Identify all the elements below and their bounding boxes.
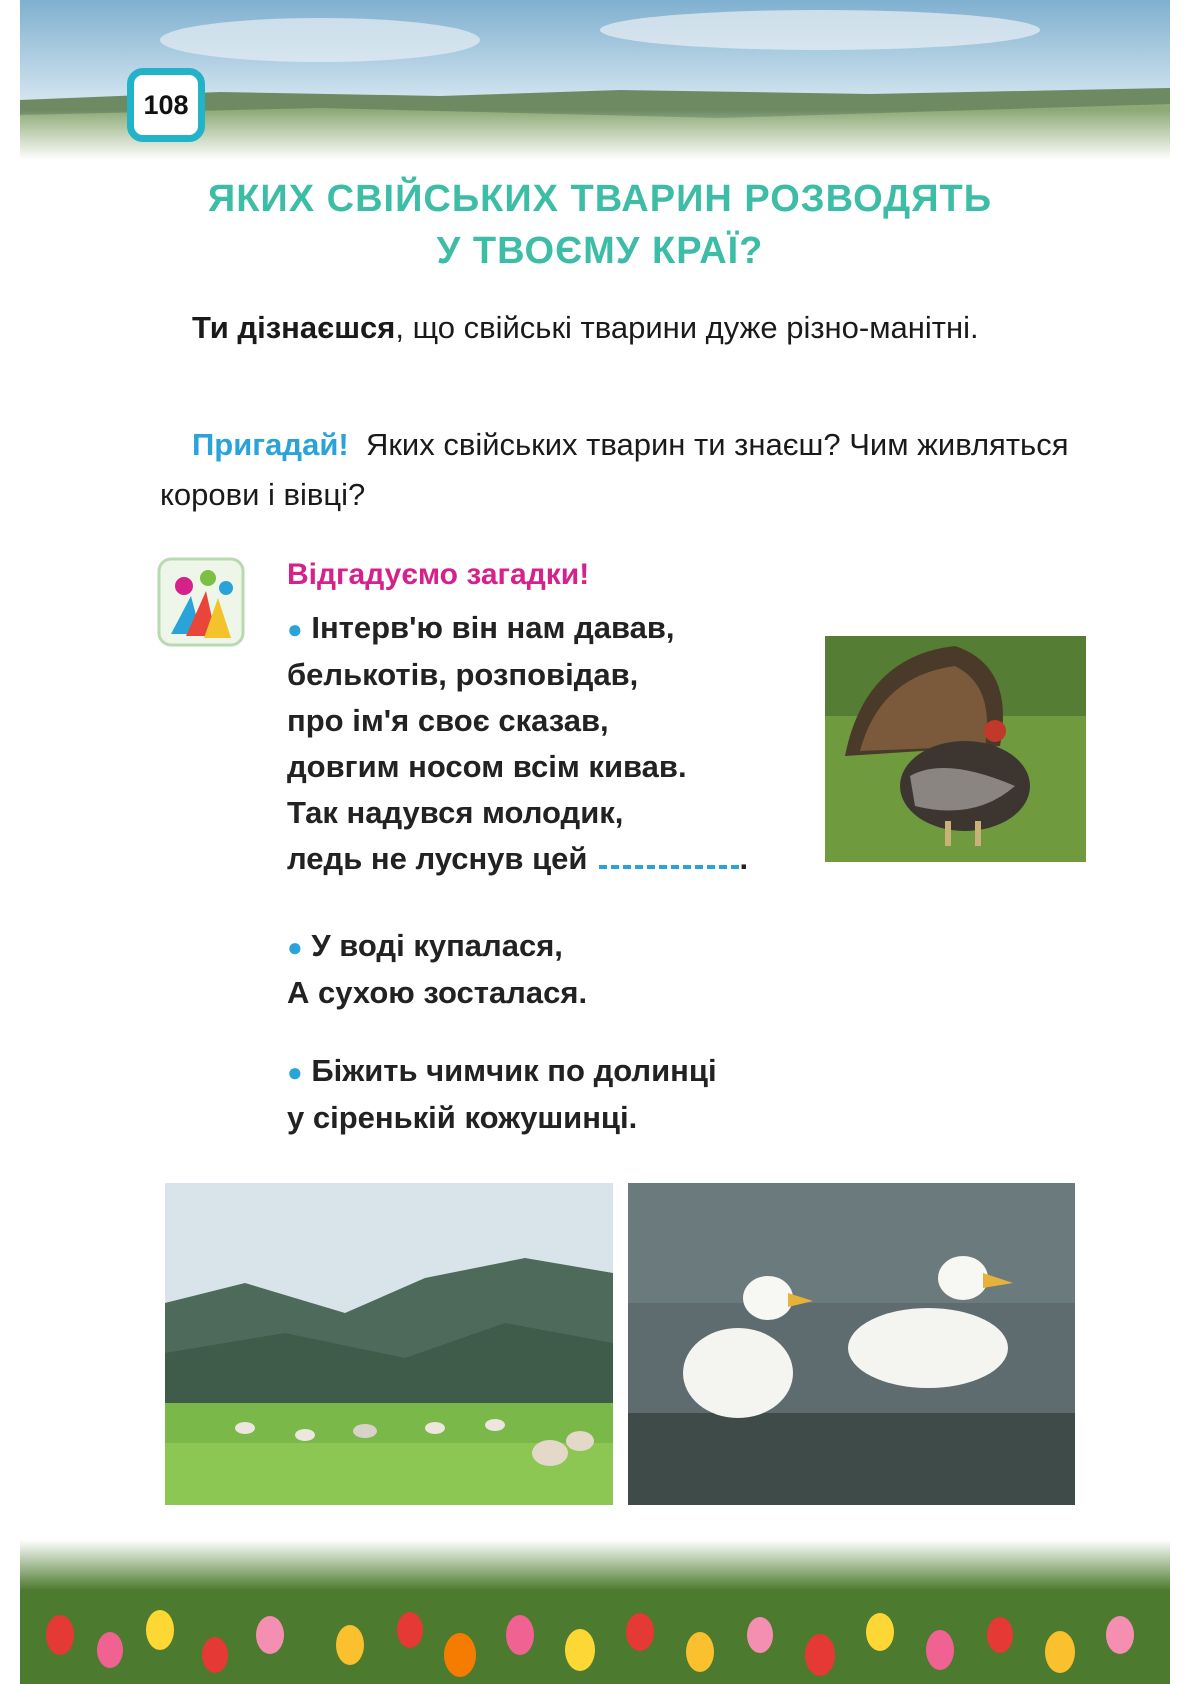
page-number-badge bbox=[127, 68, 205, 142]
riddles-icon bbox=[156, 556, 246, 648]
page-number: 108 bbox=[143, 89, 189, 120]
riddle-line: довгим носом всім кивав. bbox=[287, 749, 687, 784]
turkey-photo bbox=[825, 636, 1086, 862]
ducks-photo bbox=[628, 1183, 1075, 1505]
recall-text: Яких свійських тварин ти знаєш? Чим живляться корови і вівці? bbox=[160, 427, 1069, 512]
riddle-line: А сухою зосталася. bbox=[287, 975, 588, 1010]
bullet-icon: ● bbox=[287, 1057, 303, 1087]
riddles-heading: Відгадуємо загадки! bbox=[287, 558, 590, 591]
recall-label: Пригадай! bbox=[192, 427, 349, 462]
riddle-line-end: . bbox=[739, 841, 749, 876]
intro-text: , що свійські тварини дуже різно-манітні. bbox=[395, 310, 979, 345]
riddle-line: У воді купалася, bbox=[311, 928, 563, 963]
title-line-1: ЯКИХ СВІЙСЬКИХ ТВАРИН РОЗВОДЯТЬ bbox=[207, 178, 993, 220]
intro-paragraph bbox=[160, 304, 1080, 352]
riddle-1 bbox=[287, 605, 748, 882]
footer-tulips-image bbox=[20, 1540, 1170, 1684]
recall-paragraph bbox=[160, 420, 1080, 520]
bullet-icon: ● bbox=[287, 932, 303, 962]
riddle-line: Інтерв'ю він нам давав, bbox=[311, 610, 675, 645]
riddle-line: ледь не луснув цей bbox=[287, 841, 588, 876]
riddle-line: Біжить чимчик по долинці bbox=[311, 1053, 717, 1088]
riddle-line: у сіренькій кожушинці. bbox=[287, 1100, 638, 1135]
bullet-icon: ● bbox=[287, 614, 303, 644]
riddle-line: про ім'я своє сказав, bbox=[287, 703, 609, 738]
intro-bold: Ти дізнаєшся bbox=[192, 310, 396, 345]
sheep-pasture-photo bbox=[165, 1183, 613, 1505]
riddle-2 bbox=[287, 923, 587, 1016]
riddle-line: Так надувся молодик, bbox=[287, 795, 624, 830]
title-line-2: У ТВОЄМУ КРАЇ? bbox=[436, 230, 764, 272]
riddle-line: белькотів, розповідав, bbox=[287, 657, 639, 692]
riddle-3 bbox=[287, 1048, 717, 1141]
page-title bbox=[150, 173, 1050, 277]
answer-blank bbox=[599, 865, 739, 869]
